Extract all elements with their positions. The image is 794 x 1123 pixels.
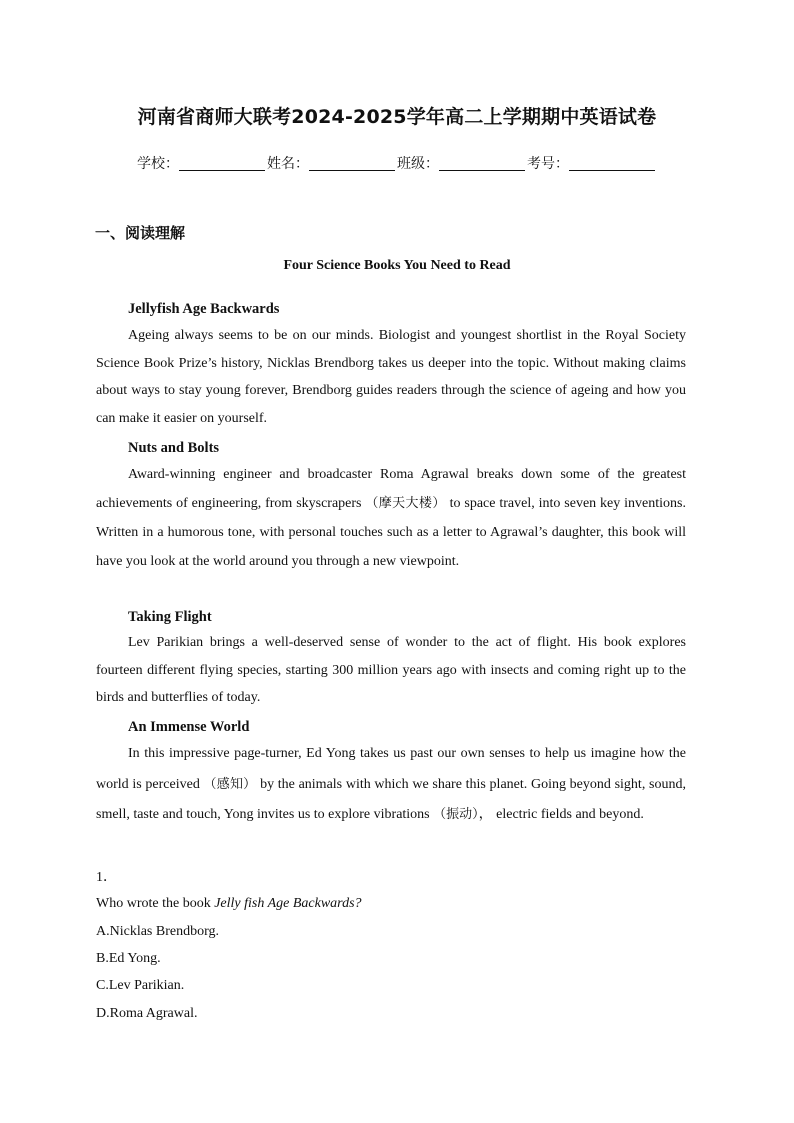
book-section-2 (96, 440, 686, 576)
book-description: Lev Parikian brings a well-deserved sense of wonder to the act of flight. His book explores fourteen different flying species, starting 300 million years ago with insects and coming right up to the birds and butterflies of today. (96, 635, 686, 705)
text-segment: by the animals with which we share this planet. Going beyond sight, sound, smell, taste and touch, Yong invites us to explore vibrations (96, 776, 686, 822)
book-section-3 (96, 609, 686, 712)
question-number: 1． (96, 870, 117, 885)
book-section-1 (96, 301, 686, 432)
book-heading: Taking Flight (128, 609, 212, 625)
question-stem (96, 896, 362, 912)
book-title-italic: Jelly fish Age Backwards? (214, 896, 362, 911)
option-c[interactable]: C.Lev Parikian. (96, 978, 185, 993)
book-heading: Nuts and Bolts (128, 440, 220, 456)
book-heading: An Immense World (128, 719, 250, 735)
exam-title: 河南省商师大联考2024-2025学年高二上学期期中英语试卷 (137, 106, 657, 128)
book-section-4 (96, 719, 686, 831)
book-description (96, 460, 686, 576)
option-d[interactable]: D.Roma Agrawal. (96, 1006, 198, 1021)
exam-number-label: 考号： (527, 156, 569, 172)
school-label: 学校： (137, 156, 179, 172)
chinese-gloss: （摩天大楼） (365, 496, 446, 511)
section-heading: 一、阅读理解 (95, 224, 186, 242)
text-segment: to space travel, into seven key inventions. Written in a humorous tone, with personal touches such as a letter to Agrawal’s daughter, this book will have you look at the world around you through a new viewpoint. (96, 496, 686, 569)
class-field (397, 153, 527, 173)
text-segment: Award-winning engineer and broadcaster Roma Agrawal breaks down some of the greatest achievements of engineering, from skyscrapers (96, 467, 686, 511)
option-b[interactable]: B.Ed Yong. (96, 951, 161, 966)
student-info-line (0, 153, 794, 173)
class-label: 班级： (397, 156, 439, 172)
name-field (267, 153, 397, 173)
book-description (96, 739, 686, 831)
text-segment: ， electric fields and beyond. (478, 807, 644, 822)
question-text: Who wrote the book (96, 896, 215, 911)
text-segment: In this impressive page-turner, Ed Yong takes us past our own senses to help us imagine how the world is perceived (96, 746, 686, 792)
exam-number-field (527, 153, 657, 173)
school-field (137, 153, 267, 173)
class-blank[interactable] (439, 156, 525, 171)
chinese-gloss: （感知） (203, 776, 257, 792)
name-label: 姓名： (267, 156, 309, 172)
article-title: Four Science Books You Need to Read (283, 258, 511, 273)
chinese-gloss: （振动） (433, 807, 479, 822)
name-blank[interactable] (309, 156, 395, 171)
school-blank[interactable] (179, 156, 265, 171)
book-heading: Jellyfish Age Backwards (128, 301, 280, 317)
option-a[interactable]: A.Nicklas Brendborg. (96, 924, 219, 939)
exam-number-blank[interactable] (569, 156, 655, 171)
book-description: Ageing always seems to be on our minds. Biologist and youngest shortlist in the Royal Society Science Book Prize’s history, Nicklas Brendborg takes us deeper into the topic. Without making claims about ways to stay young forever, Brendborg guides readers through the science of ageing and how you can make it easier on yourself. (96, 328, 686, 426)
